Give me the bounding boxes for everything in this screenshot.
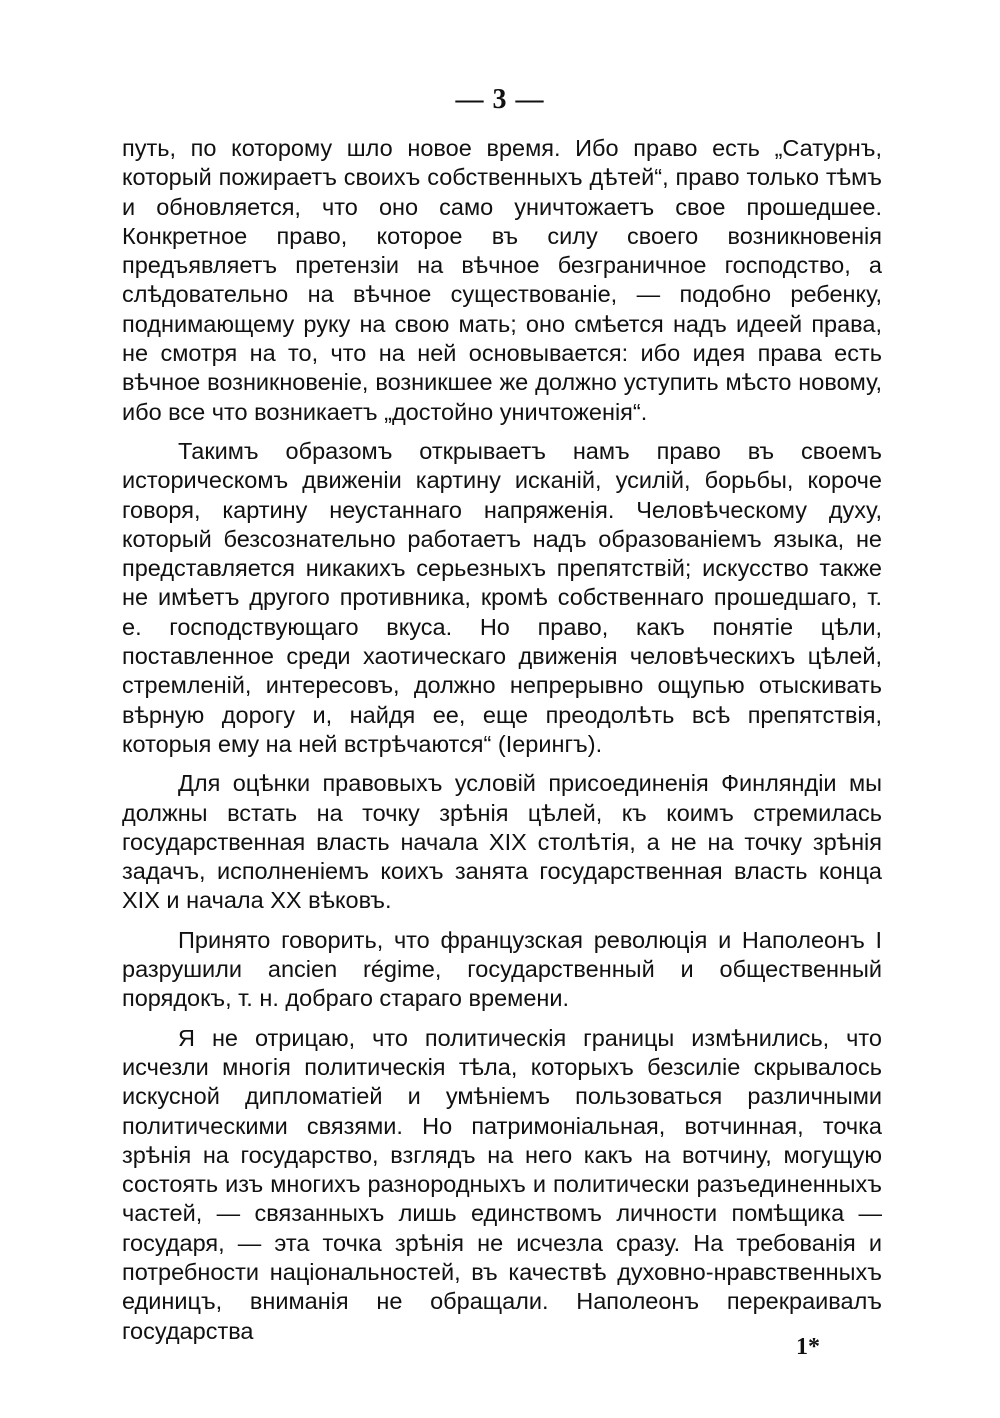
paragraph-1: путь, по которому шло новое время. Ибо право есть „Сатурнъ, который пожираетъ своихъ собственныхъ дѣтей“, право только тѣмъ и обновляется, что оно само уничтожаетъ свое прошедшее. Конкретное право, которое въ силу своего возникновенія предъявляетъ претензіи на вѣчное безграничное господство, а слѣдовательно на вѣчное существованіе, — подобно ребенку, поднимающему руку на свою мать; оно смѣется надъ идеей права, не смотря на то, что на ней основывается: ибо идея права есть вѣчное возникновеніе, возникшее же должно уступить мѣсто новому, ибо все что возникаетъ „достойно уничтоженія“.: [122, 135, 882, 425]
paragraph-3: Для оцѣнки правовыхъ условій присоединенія Финляндіи мы должны встать на точку зрѣнія цѣлей, къ коимъ стремилась государственная власть начала XIX столѣтія, а не на точку зрѣнія задачъ, исполненіемъ коихъ занята государственная власть конца XIX и начала XX вѣковъ.: [122, 770, 882, 914]
paragraph-5: Я не отрицаю, что политическія границы измѣнились, что исчезли многія политическія тѣла, которыхъ безсиліе скрывалось искусной дипломатіей и умѣніемъ пользоваться различными политическими связями. Но патримоніальная, вотчинная, точка зрѣнія на государство, взглядъ на него какъ на вотчину, могущую состоять изъ многихъ разнородныхъ и политически разъединенныхъ частей, — связанныхъ лишь единствомъ личности помѣщика — государя, — эта точка зрѣнія не исчезла сразу. На требованія и потребности національностей, въ качествѣ духовно-нравственныхъ единицъ, вниманія не обращали. Наполеонъ перекраивалъ государства: [122, 1024, 882, 1344]
paragraph-4: Принято говорить, что французская революція и Наполеонъ I разрушили ancien régime, государственный и общественный порядокъ, т. н. добраго стараго времени.: [122, 926, 882, 1012]
page-number: — 3 —: [455, 84, 545, 115]
body-text: [122, 134, 882, 1346]
paragraph-2: Такимъ образомъ открываетъ намъ право въ своемъ историческомъ движеніи картину исканій, усилій, борьбы, короче говоря, картину неустаннаго напряженія. Человѣческому духу, который безсознательно работаетъ надъ образованіемъ языка, не представляется никакихъ серьезныхъ препятствій; искусство также не имѣетъ другого противника, кромѣ собственнаго прошедшаго, т. е. господствующаго вкуса. Но право, какъ понятіе цѣли, поставленное среди хаотическаго движенія человѣческихъ цѣлей, стремленій, интересовъ, должно непрерывно ощупью отыскивать вѣрную дорогу и, найдя ее, еще преодолѣть всѣ препятствія, которыя ему на ней встрѣчаются“ (Іерингъ).: [122, 437, 882, 757]
printer-signature-mark: 1*: [796, 1334, 820, 1360]
